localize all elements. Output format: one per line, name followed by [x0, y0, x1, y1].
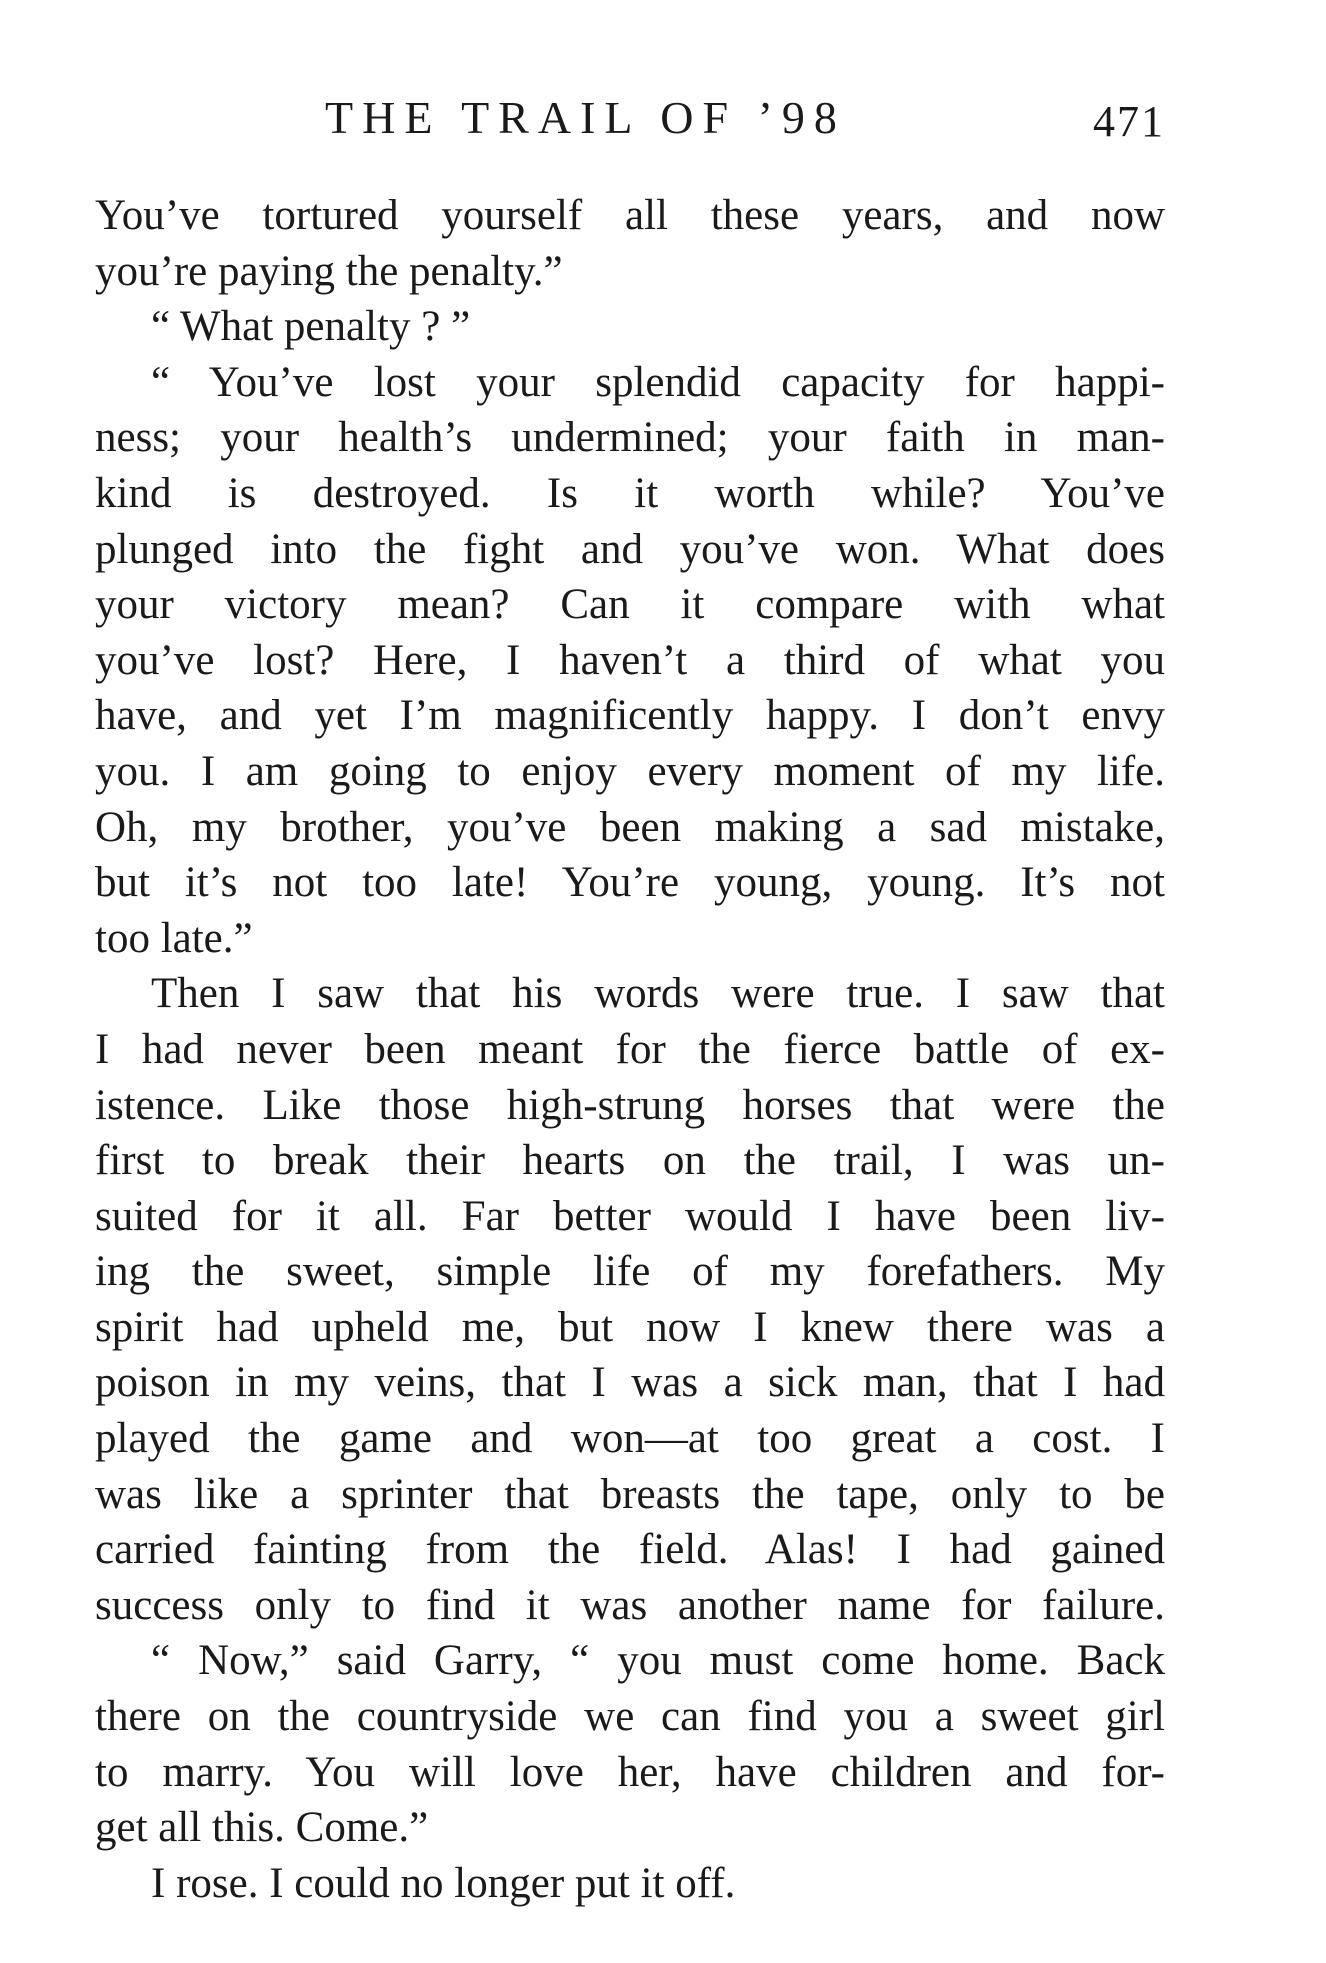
text-line: Oh, my brother, you’ve been making a sad mistake, — [95, 803, 1165, 851]
page-number: 471 — [1093, 97, 1165, 146]
text-line: suited for it all. Far better would I have been liv- — [95, 1192, 1165, 1240]
text-line: “ What penalty ? ” — [151, 303, 471, 351]
text-line: you’ve lost? Here, I haven’t a third of what you — [95, 636, 1165, 684]
text-line: but it’s not too late! You’re young, young. It’s not — [95, 859, 1165, 907]
text-line: You’ve tortured yourself all these years, and now — [95, 192, 1165, 239]
text-line: first to break their hearts on the trail, I was un- — [95, 1137, 1165, 1185]
text-line: I had never been meant for the fierce battle of ex- — [95, 1025, 1165, 1073]
text-line: kind is destroyed. Is it worth while? You’ve — [95, 469, 1165, 517]
text-line: “ You’ve lost your splendid capacity for happi- — [151, 358, 1165, 406]
text-line: there on the countryside we can find you a sweet girl — [95, 1693, 1165, 1741]
text-line: too late.” — [95, 914, 253, 962]
running-head-title: THE TRAIL OF ’98 — [325, 92, 846, 143]
text-line: poison in my veins, that I was a sick man, that I had — [95, 1359, 1165, 1407]
text-line: to marry. You will love her, have children and for- — [95, 1748, 1165, 1796]
text-line: was like a sprinter that breasts the tape, only to be — [95, 1470, 1165, 1518]
text-line: spirit had upheld me, but now I knew there was a — [95, 1303, 1165, 1351]
text-line: played the game and won—at too great a cost. I — [95, 1415, 1165, 1463]
text-line: success only to find it was another name for failure. — [95, 1581, 1165, 1629]
text-line: you’re paying the penalty.” — [95, 247, 563, 295]
text-line: ness; your health’s undermined; your faith in man- — [95, 414, 1165, 462]
text-line: “ Now,” said Garry, “ you must come home. Back — [151, 1637, 1165, 1685]
text-line: plunged into the fight and you’ve won. What does — [95, 525, 1165, 573]
text-line: Then I saw that his words were true. I saw that — [151, 970, 1165, 1018]
text-line: istence. Like those high-strung horses that were the — [95, 1081, 1165, 1129]
text-line: carried fainting from the field. Alas! I had gained — [95, 1526, 1165, 1574]
text-line: get all this. Come.” — [95, 1804, 429, 1852]
text-line: I rose. I could no longer put it off. — [151, 1859, 736, 1907]
text-line: have, and yet I’m magnificently happy. I don’t envy — [95, 692, 1165, 740]
text-line: your victory mean? Can it compare with what — [95, 581, 1165, 629]
text-line: ing the sweet, simple life of my forefathers. My — [95, 1248, 1165, 1296]
body-text — [95, 188, 1165, 1911]
running-head — [95, 88, 1165, 148]
text-line: you. I am going to enjoy every moment of my life. — [95, 747, 1165, 795]
